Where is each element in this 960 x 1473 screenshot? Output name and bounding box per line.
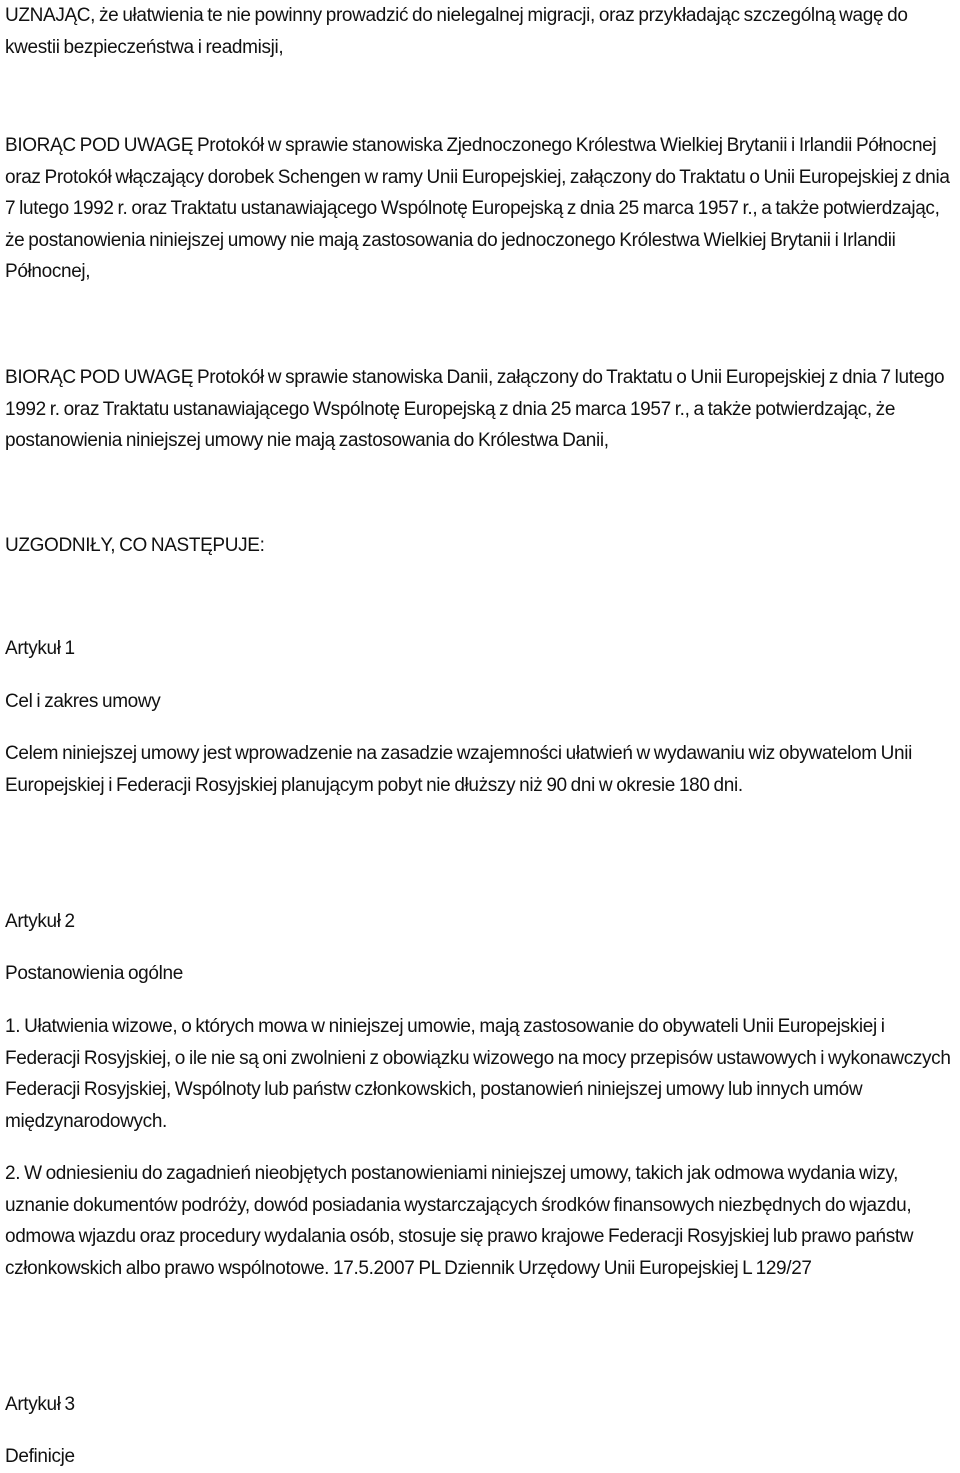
article-3-heading-block (5, 1389, 957, 1421)
recital-paragraph: BIORĄC POD UWAGĘ Protokół w sprawie stanowiska Danii, załączony do Traktatu o Unii Europejskiej z dnia 7 lutego 1992 r. oraz Traktatu ustanawiającego Wspólnotę Europejską z dnia 25 marca 1957 r., a także potwierdzając, że postanowienia niniejszej umowy nie mają zastosowania do Królestwa Danii, (5, 367, 945, 451)
article-title: Definicje (5, 1446, 75, 1467)
recital-1-block (5, 0, 957, 63)
article-heading: Artykuł 1 (5, 638, 75, 659)
article-1-title-block (5, 686, 957, 718)
article-1-heading-block (5, 633, 957, 665)
article-3-title-block (5, 1441, 957, 1473)
recital-3-block (5, 362, 957, 457)
article-2-point-1-block (5, 1011, 957, 1137)
article-2-heading-block (5, 906, 957, 938)
agreed-block (5, 530, 957, 562)
article-heading: Artykuł 2 (5, 911, 75, 932)
article-paragraph: Celem niniejszej umowy jest wprowadzenie na zasadzie wzajemności ułatwień w wydawaniu wiz obywatelom Unii Europejskiej i Federacji Rosyjskiej planującym pobyt nie dłuższy niż 90 dni w okresie 180 dni. (5, 743, 913, 796)
article-2-title-block (5, 958, 957, 990)
article-2-point-2-block (5, 1158, 957, 1284)
recital-paragraph: BIORĄC POD UWAGĘ Protokół w sprawie stanowiska Zjednoczonego Królestwa Wielkiej Brytanii i Irlandii Północnej oraz Protokół włączający dorobek Schengen w ramy Unii Europejskiej, załączony do Traktatu o Unii Europejskiej z dnia 7 lutego 1992 r. oraz Traktatu ustanawiającego Wspólnotę Europejską z dnia 25 marca 1957 r., a także potwierdzając, że postanowienia niniejszej umowy nie mają zastosowania do jednoczonego Królestwa Wielkiej Brytanii i Irlandii Północnej, (5, 135, 950, 282)
recital-paragraph: UZNAJĄC, że ułatwienia te nie powinny prowadzić do nielegalnej migracji, oraz przykładając szczególną wagę do kwestii bezpieczeństwa i readmisji, (5, 5, 908, 58)
agreed-heading: UZGODNIŁY, CO NASTĘPUJE: (5, 535, 265, 556)
article-heading: Artykuł 3 (5, 1394, 75, 1415)
recital-2-block (5, 130, 957, 288)
article-1-text-block (5, 738, 957, 801)
article-title: Cel i zakres umowy (5, 691, 161, 712)
article-title: Postanowienia ogólne (5, 963, 183, 984)
article-paragraph: 2. W odniesieniu do zagadnień nieobjętych postanowieniami niniejszej umowy, takich jak odmowa wydania wizy, uznanie dokumentów podróży, dowód posiadania wystarczających środków finansowych niezbędnych do wjazdu, odmowa wjazdu oraz procedury wydalania osób, stosuje się prawo krajowe Federacji Rosyjskiej lub prawo państw członkowskich albo prawo wspólnotowe. 17.5.2007 PL Dziennik Urzędowy Unii Europejskiej L 129/27 (5, 1163, 914, 1279)
article-paragraph: 1. Ułatwienia wizowe, o których mowa w niniejszej umowie, mają zastosowanie do obywateli Unii Europejskiej i Federacji Rosyjskiej, o ile nie są oni zwolnieni z obowiązku wizowego na mocy przepisów ustawowych i wykonawczych Federacji Rosyjskiej, Wspólnoty lub państw członkowskich, postanowień niniejszej umowy lub innych umów międzynarodowych. (5, 1016, 951, 1132)
